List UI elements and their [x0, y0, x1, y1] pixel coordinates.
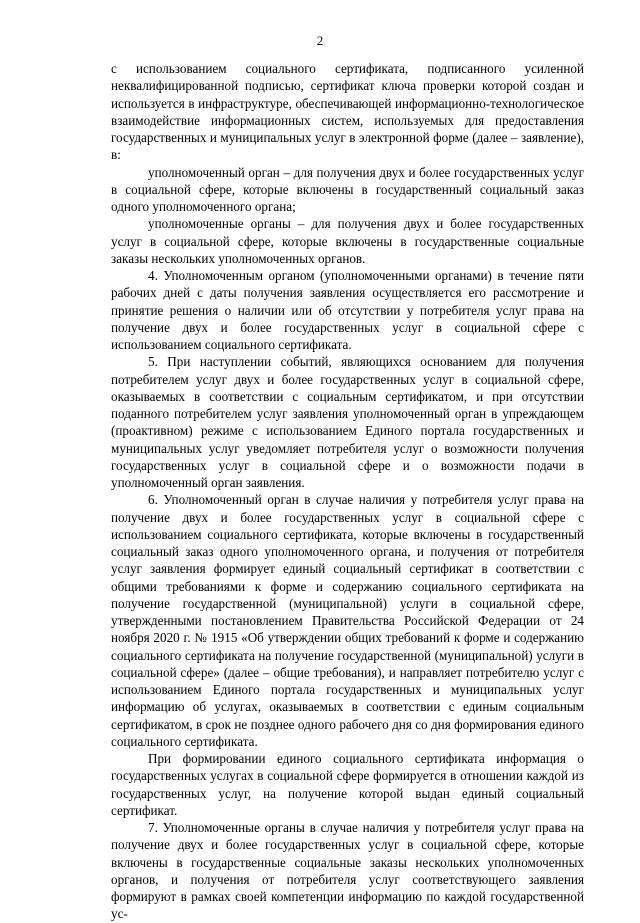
paragraph: При формировании единого социального сертификата информация о государственных услугах в социальной сфере формируется в отношении каждой из государственных услуг, на получение которой выдан единый социальный сертификат.	[111, 751, 584, 818]
page-number: 2	[316, 33, 324, 48]
paragraph: 5. При наступлении событий, являющихся основанием для получения потребителем услуг двух и более государственных услуг в социальной сфере, оказываемых в соответствии с социальным сертификатом, и при отсутствии поданного потребителем услуг заявления уполномоченный орган в упреждающем (проактивном) режиме с использованием Единого портала государственных и муниципальных услуг уведомляет потребителя услуг о возможности получения государственных услуг в социальной сфере и о возможности подачи в уполномоченный орган заявления.	[111, 354, 584, 490]
body-text	[111, 60, 584, 923]
paragraph: 4. Уполномоченным органом (уполномоченными органами) в течение пяти рабочих дней с даты получения заявления осуществляется его рассмотрение и принятие решения о наличии или об отсутствии у потребителя услуг права на получение двух и более государственных услуг в социальной сфере с использованием социального сертификата.	[111, 268, 584, 352]
paragraph: уполномоченные органы – для получения двух и более государственных услуг в социальной сфере, которые включены в государственные социальные заказы нескольких уполномоченных органов.	[111, 216, 584, 266]
paragraph: уполномоченный орган – для получения двух и более государственных услуг в социальной сфере, которые включены в государственный социальный заказ одного уполномоченного органа;	[111, 164, 584, 214]
paragraph: 6. Уполномоченный орган в случае наличия у потребителя услуг права на получение двух и более государственных услуг в социальной сфере с использованием социального сертификата, которые включены в государственный социальный заказ одного уполномоченного органа, и получения от потребителя услуг заявления формирует единый социальный сертификат в соответствии с общими требованиями к форме и содержанию социального сертификата на получение государственной (муниципальной) услуги в социальной сфере, утвержденными постановлением Правительства Российской Федерации от 24 ноября 2020 г. № 1915 «Об утверждении общих требований к форме и содержанию социального сертификата на получение государственной (муниципальной) услуги в социальной сфере» (далее – общие требования), и направляет потребителю услуг с использованием Единого портала государственных и муниципальных услуг информацию об услугах, оказываемых в соответствии с единым социальным сертификатом, в срок не позднее одного рабочего дня со дня формирования единого социального сертификата.	[111, 492, 584, 749]
paragraph: 7. Уполномоченные органы в случае наличия у потребителя услуг права на получение двух и более государственных услуг в социальной сфере, которые включены в государственные социальные заказы нескольких уполномоченных органов, и получения от потребителя услуг соответствующего заявления формируют в рамках своей компетенции информацию по каждой государственной ус-	[111, 820, 584, 922]
paragraph: с использованием социального сертификата, подписанного усиленной неквалифицированной подписью, сертификат ключа проверки которой создан и используется в инфраструктуре, обеспечивающей информационно-технологическое взаимодействие информационных систем, используемых для предоставления государственных и муниципальных услуг в электронной форме (далее – заявление), в:	[111, 61, 584, 163]
